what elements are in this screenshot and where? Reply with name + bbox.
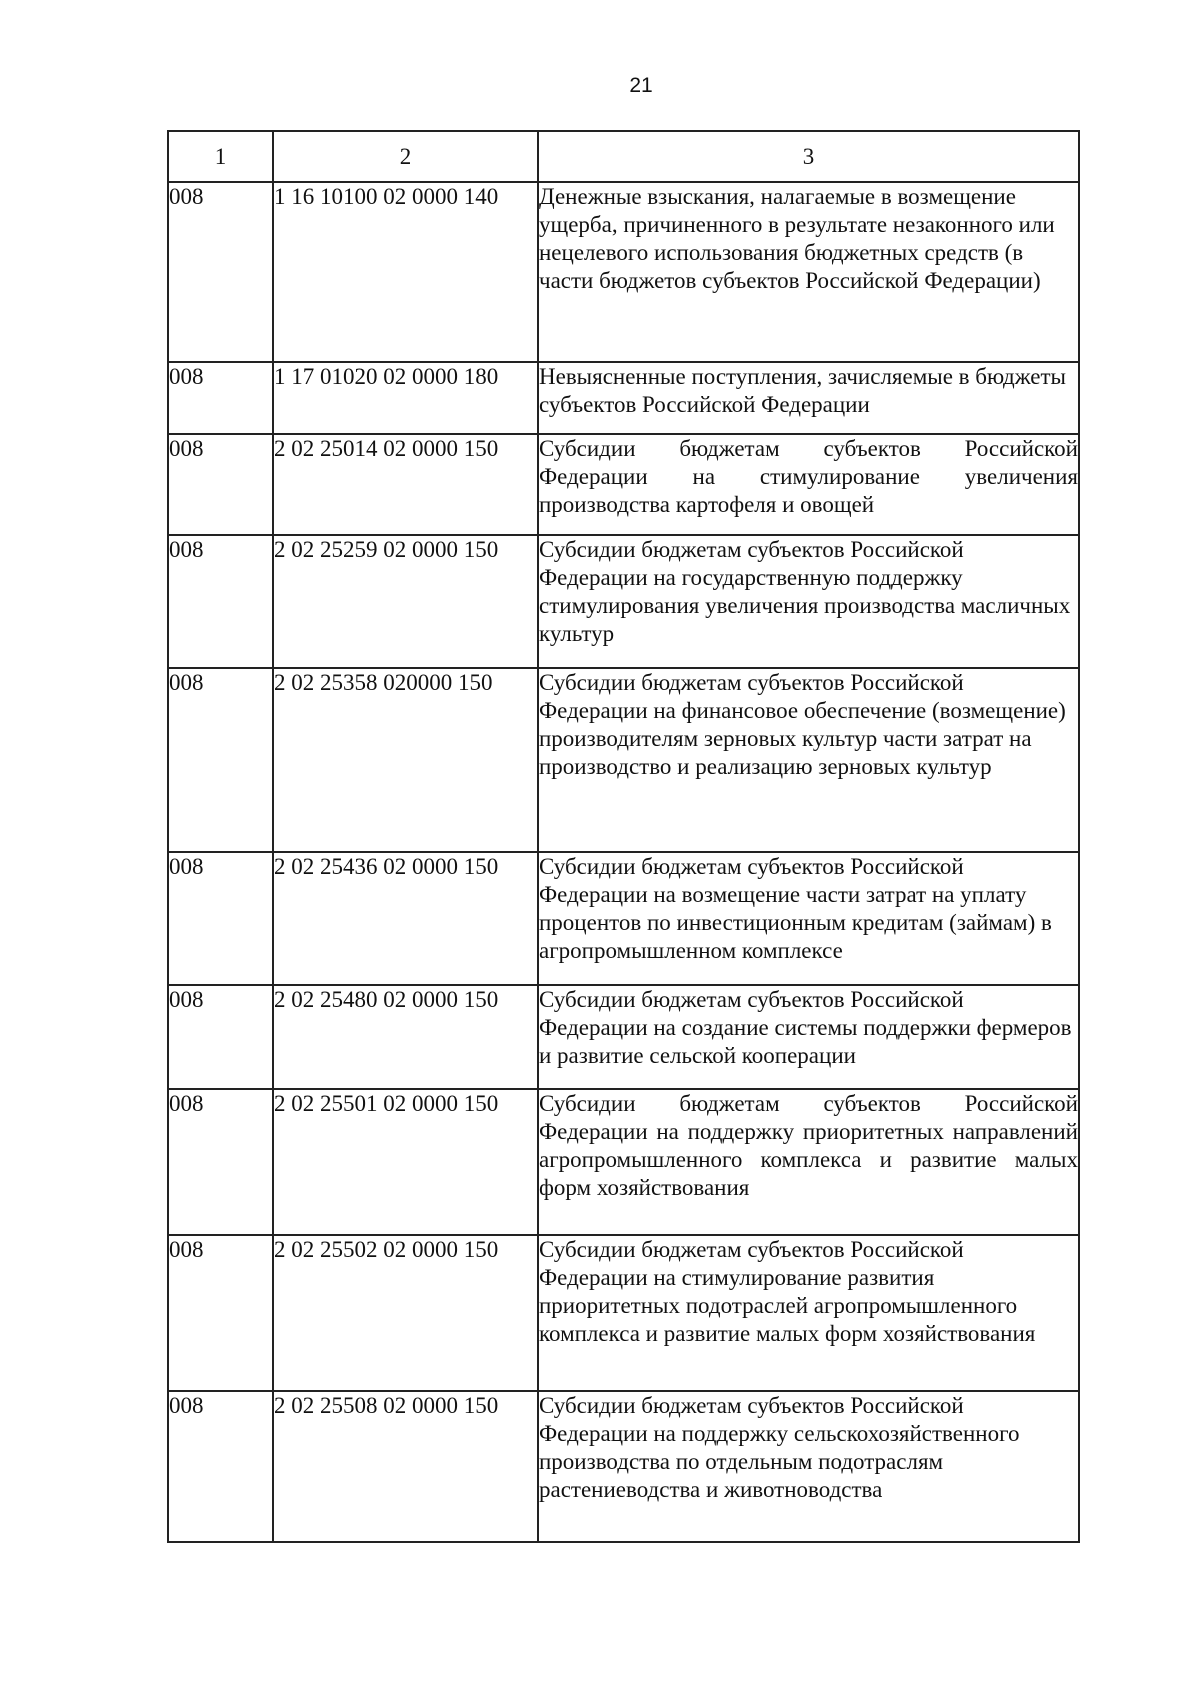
admin-code-cell: 008 (168, 434, 273, 535)
admin-code-cell: 008 (168, 985, 273, 1089)
description-cell: Невыясненные поступления, зачисляемые в бюджеты субъектов Российской Федерации (538, 362, 1079, 434)
admin-code-cell: 008 (168, 852, 273, 985)
budget-code-cell: 1 16 10100 02 0000 140 (273, 182, 538, 362)
description-cell: Субсидии бюджетам субъектов Российской Федерации на стимулирование развития приоритетных подотраслей агропромышленного комплекса и развитие малых форм хозяйствования (538, 1235, 1079, 1391)
admin-code-cell: 008 (168, 1235, 273, 1391)
budget-code-cell: 2 02 25501 02 0000 150 (273, 1089, 538, 1235)
description-cell: Субсидии бюджетам субъектов Российской Федерации на поддержку приоритетных направлений агропромышленного комплекса и развитие малых форм хозяйствования (538, 1089, 1079, 1235)
budget-code-cell: 2 02 25358 020000 150 (273, 668, 538, 852)
table-row (168, 668, 1079, 852)
budget-code-cell: 2 02 25480 02 0000 150 (273, 985, 538, 1089)
budget-code-cell: 2 02 25014 02 0000 150 (273, 434, 538, 535)
admin-code-cell: 008 (168, 535, 273, 668)
description-cell: Денежные взыскания, налагаемые в возмещение ущерба, причиненного в результате незаконного или нецелевого использования бюджетных средств (в части бюджетов субъектов Российской Федерации) (538, 182, 1079, 362)
description-cell: Субсидии бюджетам субъектов Российской Федерации на создание системы поддержки фермеров и развитие сельской кооперации (538, 985, 1079, 1089)
table-row (168, 985, 1079, 1089)
column-header-2: 2 (273, 131, 538, 182)
admin-code-cell: 008 (168, 1089, 273, 1235)
table-header-row (168, 131, 1079, 182)
budget-code-cell: 1 17 01020 02 0000 180 (273, 362, 538, 434)
table-row (168, 434, 1079, 535)
table-row (168, 852, 1079, 985)
budget-code-cell: 2 02 25436 02 0000 150 (273, 852, 538, 985)
revenue-codes-table (167, 130, 1080, 1543)
table-row (168, 362, 1079, 434)
admin-code-cell: 008 (168, 668, 273, 852)
budget-code-cell: 2 02 25508 02 0000 150 (273, 1391, 538, 1542)
page-number: 21 (629, 74, 653, 97)
table-row (168, 182, 1079, 362)
description-cell: Субсидии бюджетам субъектов Российской Федерации на возмещение части затрат на уплату процентов по инвестиционным кредитам (займам) в агропромышленном комплексе (538, 852, 1079, 985)
description-cell: Субсидии бюджетам субъектов Российской Федерации на государственную поддержку стимулирования увеличения производства масличных культур (538, 535, 1079, 668)
budget-code-cell: 2 02 25502 02 0000 150 (273, 1235, 538, 1391)
admin-code-cell: 008 (168, 1391, 273, 1542)
table-row (168, 1391, 1079, 1542)
table-row (168, 535, 1079, 668)
description-cell: Субсидии бюджетам субъектов Российской Федерации на стимулирование увеличения производства картофеля и овощей (538, 434, 1079, 535)
table-row (168, 1089, 1079, 1235)
description-cell: Субсидии бюджетам субъектов Российской Федерации на финансовое обеспечение (возмещение) производителям зерновых культур части затрат на производство и реализацию зерновых культур (538, 668, 1079, 852)
budget-code-cell: 2 02 25259 02 0000 150 (273, 535, 538, 668)
admin-code-cell: 008 (168, 362, 273, 434)
description-cell: Субсидии бюджетам субъектов Российской Федерации на поддержку сельскохозяйственного производства по отдельным подотраслям растениеводства и животноводства (538, 1391, 1079, 1542)
column-header-1: 1 (168, 131, 273, 182)
column-header-3: 3 (538, 131, 1079, 182)
admin-code-cell: 008 (168, 182, 273, 362)
table-row (168, 1235, 1079, 1391)
